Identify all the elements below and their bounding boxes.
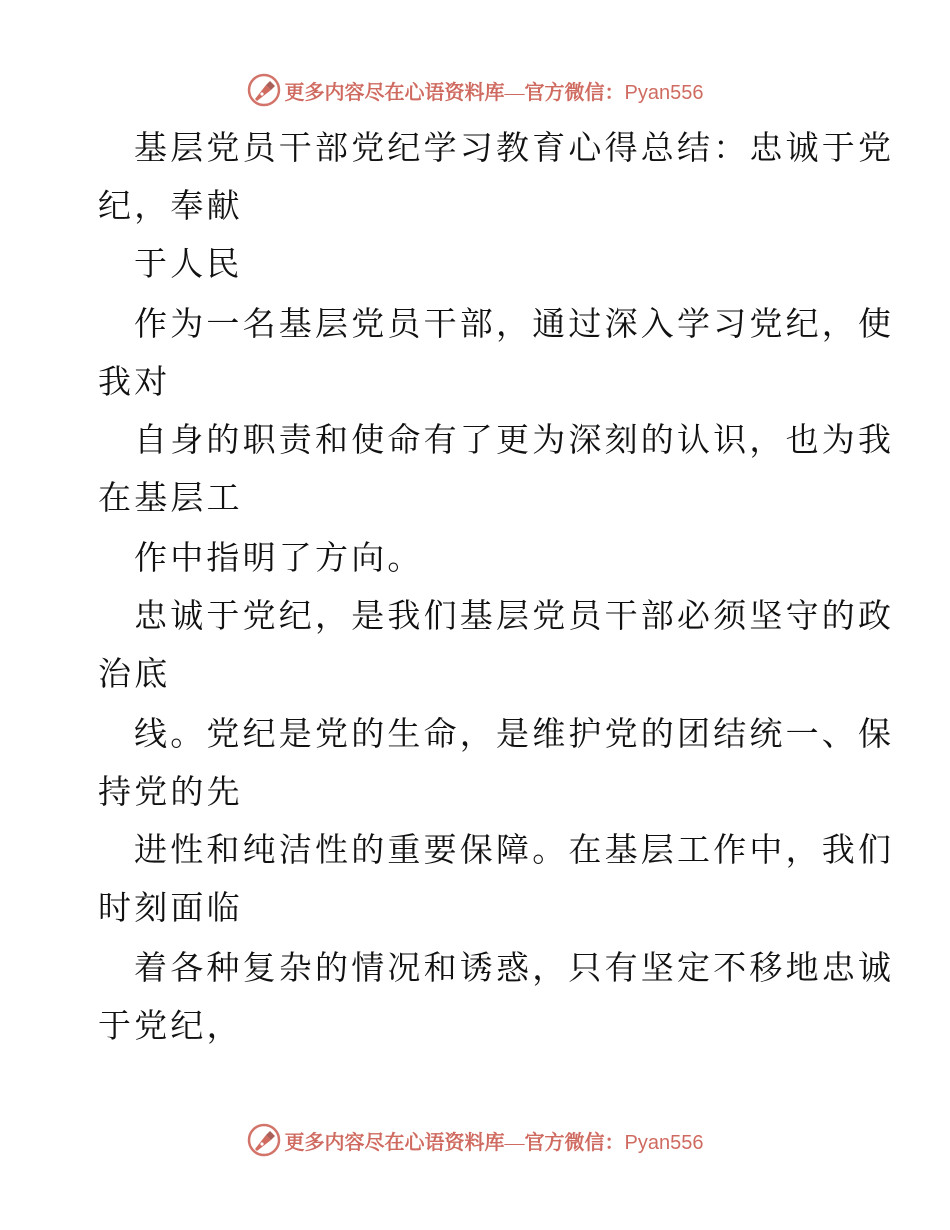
banner-dash: — [504, 81, 525, 104]
text-line: 我对 [98, 362, 171, 401]
banner-site-name: 更多内容尽在心语资料库 [284, 1131, 505, 1154]
text-line: 自身的职责和使命有了更为深刻的认识，也为我 [134, 420, 895, 459]
footer-banner [0, 1122, 950, 1158]
text-line: 纪，奉献 [98, 186, 243, 225]
banner-dash: — [504, 1131, 525, 1154]
text-line: 作为一名基层党员干部，通过深入学习党纪，使 [134, 304, 895, 343]
text-line: 线。党纪是党的生命，是维护党的团结统一、保 [134, 714, 895, 753]
header-banner-text [285, 76, 704, 105]
text-line: 持党的先 [98, 772, 243, 811]
text-line: 基层党员干部党纪学习教育心得总结：忠诚于党 [134, 128, 895, 167]
text-line: 于人民 [134, 244, 243, 283]
banner-site-name: 更多内容尽在心语资料库 [284, 81, 505, 104]
text-line: 时刻面临 [98, 888, 243, 927]
header-banner [0, 72, 950, 108]
text-line: 进性和纯洁性的重要保障。在基层工作中，我们 [134, 830, 895, 869]
text-line: 于党纪， [98, 1006, 243, 1045]
footer-banner-text [285, 1126, 704, 1155]
banner-wechat-label: 官方微信： [524, 81, 625, 104]
banner-wechat-id: Pyan556 [624, 1131, 704, 1154]
text-line: 忠诚于党纪，是我们基层党员干部必须坚守的政 [134, 596, 895, 635]
banner-wechat-label: 官方微信： [524, 1131, 625, 1154]
text-line: 作中指明了方向。 [134, 538, 424, 577]
pen-nib-logo-icon [247, 73, 281, 107]
banner-wechat-id: Pyan556 [624, 81, 704, 104]
pen-nib-logo-icon [247, 1123, 281, 1157]
text-line: 治底 [98, 654, 171, 693]
text-line: 着各种复杂的情况和诱惑，只有坚定不移地忠诚 [134, 948, 895, 987]
text-line: 在基层工 [98, 478, 243, 517]
